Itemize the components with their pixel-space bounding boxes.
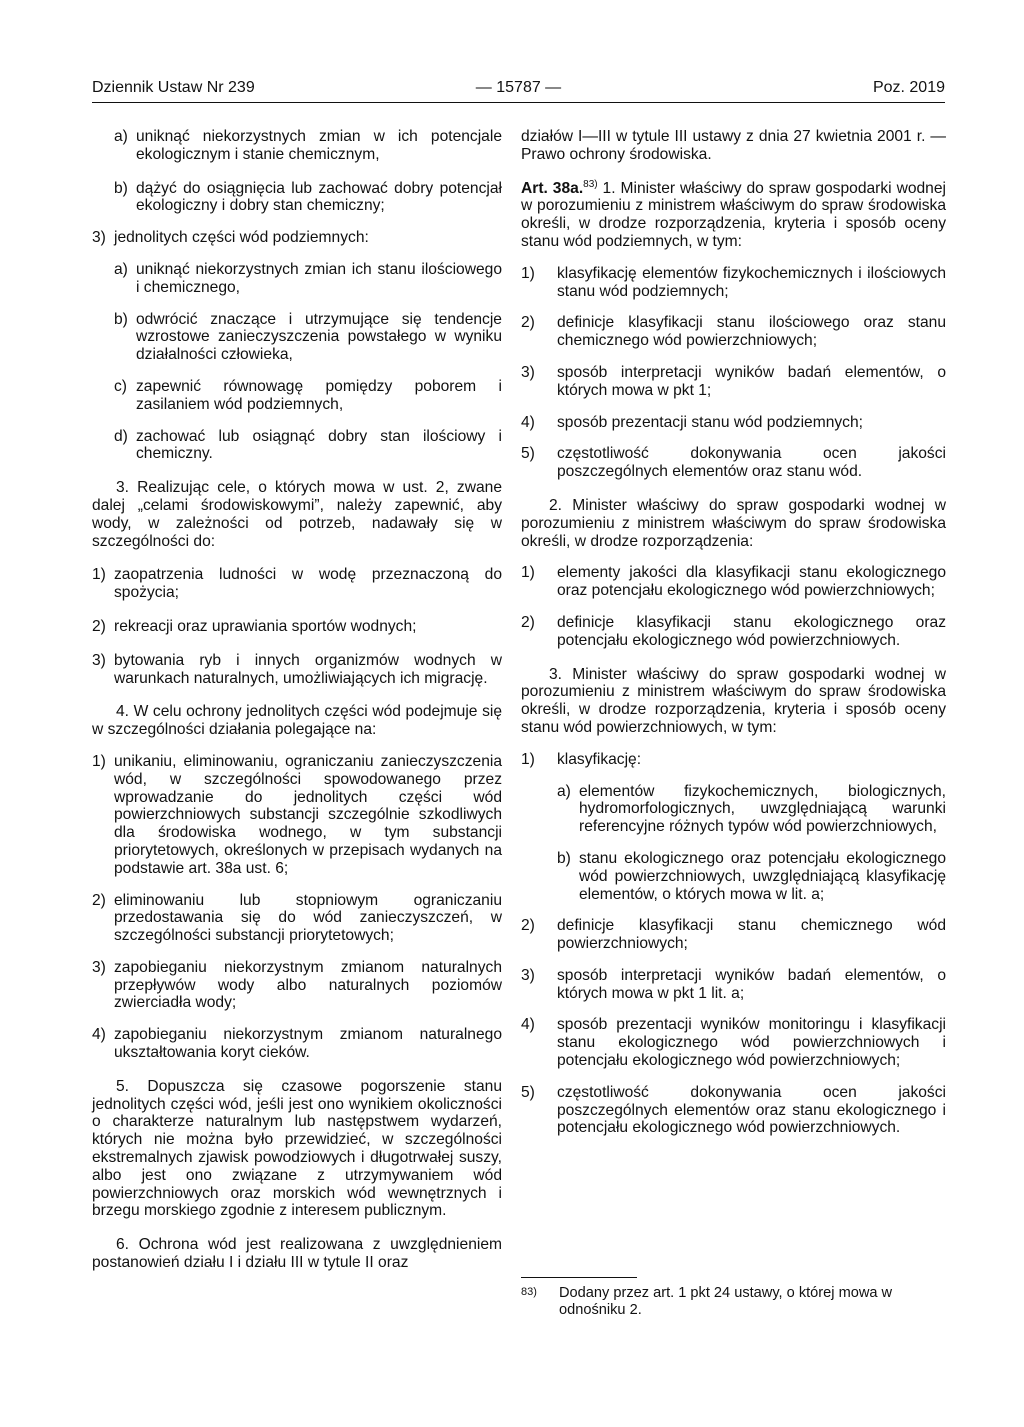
footnote (521, 1285, 946, 1318)
list-item: 3) sposób interpretacji wyników badań elementów, o których mowa w pkt 1 lit. a; (521, 966, 946, 1002)
list-item: 3) zapobieganiu niekorzystnym zmianom naturalnych przepływów wody albo naturalnych poziomów zwierciadła wody; (92, 958, 502, 1012)
list-item: a) elementów fizykochemicznych, biologicznych, hydromorfologicznych, uwzględniającą warunki referencyjne różnych typów wód powierzchniowych, (557, 782, 946, 836)
list-item: 3) jednolitych części wód podziemnych: (92, 229, 369, 247)
list-item: 2) rekreacji oraz uprawiania sportów wodnych; (92, 617, 417, 635)
paragraph-6: 6. Ochrona wód jest realizowana z uwzględnieniem postanowień działu I i działu III w tytule II oraz (92, 1236, 502, 1272)
list-item: 2) definicje klasyfikacji stanu ilościowego oraz stanu chemicznego wód powierzchniowych; (521, 314, 946, 350)
page-header (92, 78, 945, 102)
list-item: 1) zaopatrzenia ludności w wodę przeznaczoną do spożycia; (92, 566, 502, 602)
position-number: Poz. 2019 (872, 79, 945, 96)
article-label: Art. 38a. (521, 179, 584, 197)
list-item: a) uniknąć niekorzystnych zmian w ich potencjale ekologicznym i stanie chemicznym, (114, 128, 502, 163)
paragraph-5: 5. Dopuszcza się czasowe pogorszenie stanu jednolitych części wód, jeśli jest ono wynikiem okoliczności o charakterze naturalnym lub następstwem wydarzeń, których nie można było przewidzieć, w szczególności ekstremalnych zjawisk powodziowych i długotrwałej suszy, albo jest ono związane z utrzymywaniem wód powierzchniowych oraz morskich wód wewnętrznych i brzegu morskiego zgodnie z interesem publicznym. (92, 1077, 502, 1220)
list-item: c) zapewnić równowagę pomiędzy poborem i zasilaniem wód podziemnych, (114, 377, 502, 413)
list-item: 1) klasyfikację elementów fizykochemicznych i ilościowych stanu wód podziemnych; (521, 264, 946, 300)
list-item: 3) sposób interpretacji wyników badań elementów, o których mowa w pkt 1; (521, 363, 946, 399)
journal-title: Dziennik Ustaw Nr 239 (92, 79, 255, 96)
header-rule (92, 102, 945, 103)
list-item: 1) elementy jakości dla klasyfikacji stanu ekologicznego oraz potencjału ekologicznego wód powierzchniowych; (521, 564, 946, 600)
article-text: 1. Minister właściwy do spraw gospodarki wodnej w porozumieniu z ministrem właściwym do spraw środowiska określi, w drodze rozporządzenia, kryteria i sposób oceny stanu wód podziemnych, w tym: (521, 179, 946, 250)
list-item: a) uniknąć niekorzystnych zmian ich stanu ilościowego i chemicznego, (114, 260, 502, 296)
article-38a-3: 3. Minister właściwy do spraw gospodarki wodnej w porozumieniu z ministrem właściwym do spraw środowiska określi, w drodze rozporządzenia, kryteria i sposób oceny stanu wód powierzchniowych, w tym: (521, 665, 946, 736)
footnote-rule (521, 1277, 637, 1278)
paragraph-4: 4. W celu ochrony jednolitych części wód podejmuje się w szczególności działania polegające na: (92, 703, 502, 739)
list-item: 4) zapobieganiu niekorzystnym zmianom naturalnego ukształtowania koryt cieków. (92, 1026, 502, 1062)
list-item: d) zachować lub osiągnąć dobry stan ilościowy i chemiczny. (114, 427, 502, 463)
list-item: b) stanu ekologicznego oraz potencjału ekologicznego wód powierzchniowych, uwzględniającą klasyfikację elementów, o których mowa w lit. a; (557, 849, 946, 903)
footnote-ref: 83) (583, 178, 598, 190)
list-item: 2) definicje klasyfikacji stanu chemicznego wód powierzchniowych; (521, 917, 946, 953)
list-item: 5) częstotliwość dokonywania ocen jakości poszczególnych elementów oraz stanu wód. (521, 445, 946, 481)
article-38a-2: 2. Minister właściwy do spraw gospodarki wodnej w porozumieniu z ministrem właściwym do spraw środowiska określi, w drodze rozporządzenia: (521, 496, 946, 550)
list-item: 5) częstotliwość dokonywania ocen jakości poszczególnych elementów oraz stanu ekologicznego i potencjału ekologicznego wód powierzchniowych. (521, 1083, 946, 1137)
list-item: 2) eliminowaniu lub stopniowym ograniczaniu przedostawania się do wód zanieczyszczeń, w szczególności substancji priorytetowych; (92, 891, 502, 945)
continued-paragraph: działów I—III w tytule III ustawy z dnia 27 kwietnia 2001 r. — Prawo ochrony środowiska. (521, 128, 946, 163)
list-item: 4) sposób prezentacji wyników monitoringu i klasyfikacji stanu ekologicznego wód powierzchniowych i potencjału ekologicznego wód powierzchniowych; (521, 1016, 946, 1070)
list-item: b) odwrócić znaczące i utrzymujące się tendencje wzrostowe zanieczyszczenia powstałego w wyniku działalności człowieka, (114, 310, 502, 364)
list-item: 2) definicje klasyfikacji stanu ekologicznego oraz potencjału ekologicznego wód powierzchniowych. (521, 613, 946, 649)
footnote-text: Dodany przez art. 1 pkt 24 ustawy, o której mowa w odnośniku 2. (559, 1285, 893, 1318)
list-item: 1) klasyfikację: (521, 750, 642, 768)
right-column (521, 128, 946, 1137)
list-item: 3) bytowania ryb i innych organizmów wodnych w warunkach naturalnych, umożliwiających ich migrację. (92, 651, 502, 687)
left-column (92, 128, 502, 1272)
list-item: 1) unikaniu, eliminowaniu, ograniczaniu zanieczyszczenia wód, w szczególności spowodowanego przez wprowadzanie do jednolitych części wód powierzchniowych substancji szczególnie szkodliwych dla środowiska wodnego, w tym substancji priorytetowych, określonych w przepisach wydanych na podstawie art. 38a ust. 6; (92, 752, 502, 877)
list-item: 4) sposób prezentacji stanu wód podziemnych; (521, 413, 863, 431)
paragraph-3: 3. Realizując cele, o których mowa w ust. 2, zwane dalej „celami środowiskowymi”, należy zapewnić, aby wody, w zależności od potrzeb, nadawały się w szczególności do: (92, 479, 502, 550)
footnote-mark: 83) (521, 1286, 537, 1298)
list-item: b) dążyć do osiągnięcia lub zachować dobry potencjał ekologiczny i dobry stan chemiczny; (114, 179, 502, 215)
article-38a (521, 180, 946, 251)
page-number: — 15787 — (475, 79, 562, 96)
